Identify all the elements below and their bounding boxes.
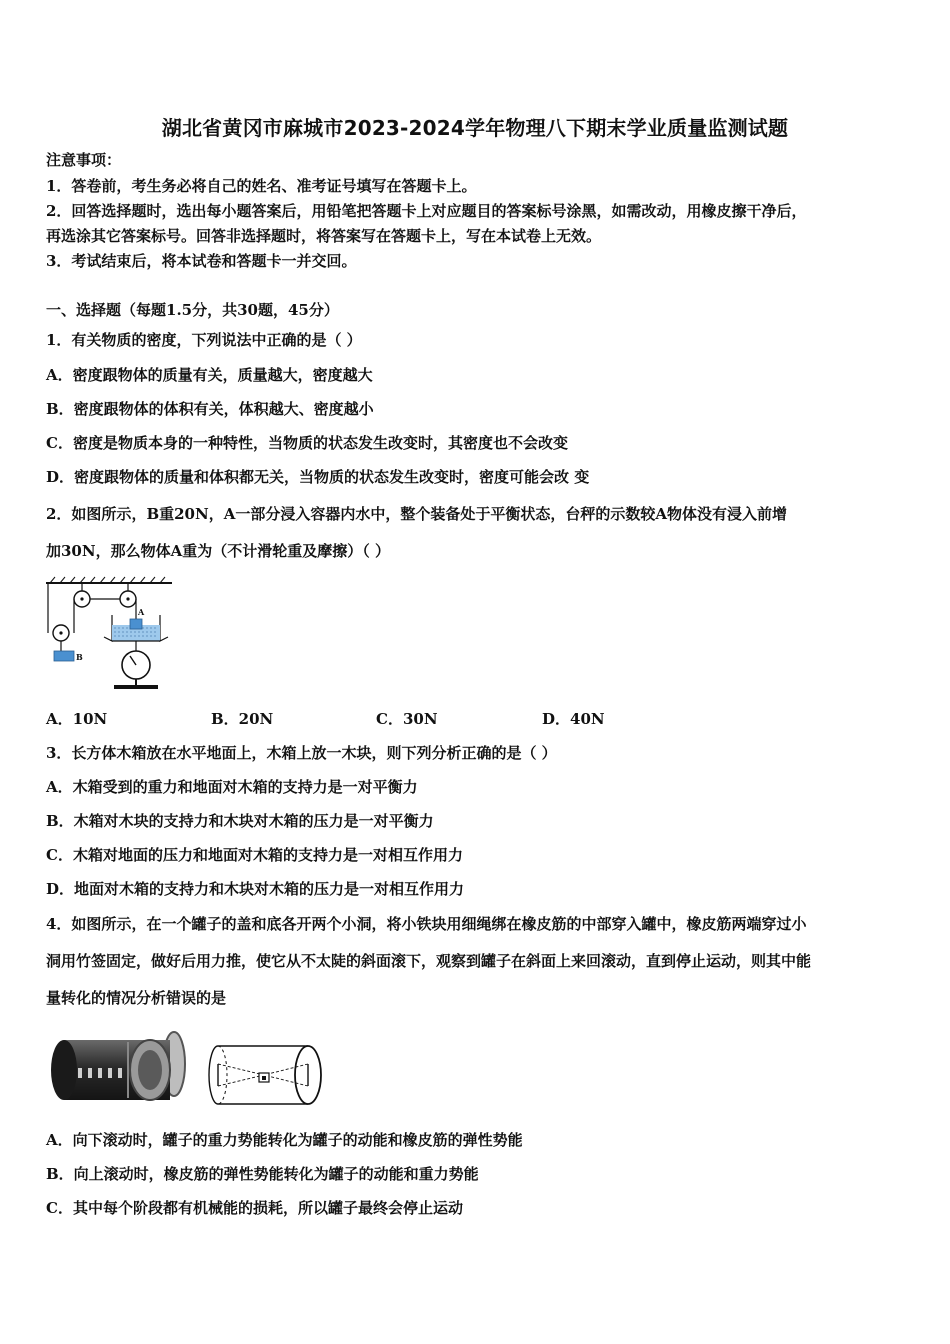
question-1-option-d: D．密度跟物体的质量和体积都无关，当物质的状态发生改变时，密度可能会改 变 bbox=[46, 468, 590, 486]
question-4-stem: 4．如图所示，在一个罐子的盖和底各开两个小洞，将小铁块用细绳绑在橡皮筋的中部穿入罐中，橡皮筋两端穿过小 bbox=[46, 915, 807, 933]
question-2-option-b: B．20N bbox=[211, 710, 274, 728]
question-2-option-d: D．40N bbox=[542, 710, 605, 728]
question-2-options bbox=[46, 708, 906, 728]
question-1-option-c: C．密度是物质本身的一种特性，当物质的状态发生改变时，其密度也不会改变 bbox=[46, 434, 568, 452]
notice-item: 3．考试结束后，将本试卷和答题卡一并交回。 bbox=[46, 252, 357, 270]
block-a-label: A bbox=[138, 607, 145, 617]
pulley-scale-figure bbox=[44, 575, 174, 693]
page-title: 湖北省黄冈市麻城市2023-2024学年物理八下期末学业质量监测试题 bbox=[161, 116, 789, 140]
can-diagram bbox=[204, 1040, 328, 1110]
question-3-option-c: C．木箱对地面的压力和地面对木箱的支持力是一对相互作用力 bbox=[46, 846, 463, 864]
notice-item: 2．回答选择题时，选出每小题答案后，用铅笔把答题卡上对应题目的答案标号涂黑，如需改动，用橡皮擦干净后， bbox=[46, 202, 807, 220]
rolling-can-photo bbox=[44, 1026, 189, 1112]
question-4-option-a: A．向下滚动时，罐子的重力势能转化为罐子的动能和橡皮筋的弹性势能 bbox=[46, 1131, 523, 1149]
block-b-label: B bbox=[76, 652, 83, 662]
question-4-option-b: B．向上滚动时，橡皮筋的弹性势能转化为罐子的动能和重力势能 bbox=[46, 1165, 479, 1183]
question-2-stem: 加30N，那么物体A重为（不计滑轮重及摩擦）（ ） bbox=[46, 542, 390, 560]
question-2-option-a: A．10N bbox=[46, 710, 108, 728]
notice-heading: 注意事项： bbox=[46, 151, 122, 169]
notice-item: 再选涂其它答案标号。回答非选择题时，将答案写在答题卡上，写在本试卷上无效。 bbox=[46, 227, 602, 245]
question-4-option-c: C．其中每个阶段都有机械能的损耗，所以罐子最终会停止运动 bbox=[46, 1199, 463, 1217]
question-2-option-c: C．30N bbox=[376, 710, 438, 728]
question-3-option-a: A．木箱受到的重力和地面对木箱的支持力是一对平衡力 bbox=[46, 778, 418, 796]
question-2-stem: 2．如图所示，B重20N，A一部分浸入容器内水中，整个装备处于平衡状态，台秤的示数较A物体没有浸入前增 bbox=[46, 505, 787, 523]
section-heading: 一、选择题（每题1.5分，共30题，45分） bbox=[46, 301, 339, 319]
question-4-stem: 量转化的情况分析错误的是 bbox=[46, 989, 227, 1007]
question-1-stem: 1．有关物质的密度，下列说法中正确的是（ ） bbox=[46, 331, 362, 349]
question-4-stem: 洞用竹签固定，做好后用力推，使它从不太陡的斜面滚下，观察到罐子在斜面上来回滚动，直到停止运动，则其中能 bbox=[46, 952, 812, 970]
question-3-option-d: D．地面对木箱的支持力和木块对木箱的压力是一对相互作用力 bbox=[46, 880, 465, 898]
question-3-stem: 3．长方体木箱放在水平地面上，木箱上放一木块，则下列分析正确的是（ ） bbox=[46, 744, 557, 762]
question-1-option-b: B．密度跟物体的体积有关，体积越大、密度越小 bbox=[46, 400, 374, 418]
question-1-option-a: A．密度跟物体的质量有关，质量越大，密度越大 bbox=[46, 366, 373, 384]
question-3-option-b: B．木箱对木块的支持力和木块对木箱的压力是一对平衡力 bbox=[46, 812, 434, 830]
notice-item: 1．答卷前，考生务必将自己的姓名、准考证号填写在答题卡上。 bbox=[46, 177, 477, 195]
